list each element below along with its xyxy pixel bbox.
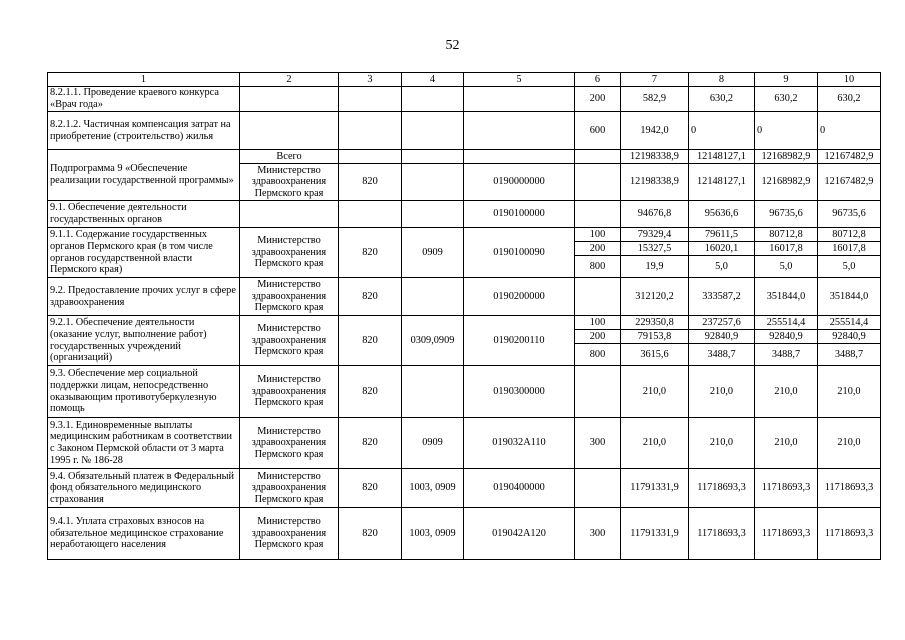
ministry-cell: Министерство здравоохранения Пермского края (240, 469, 339, 508)
table-row (48, 316, 881, 330)
cell-value: 333587,2 (689, 278, 755, 316)
cell-rzpr: 1003, 0909 (402, 469, 464, 508)
header-cell: 3 (339, 73, 402, 87)
row-name: 9.2. Предоставление прочих услуг в сфере здравоохранения (48, 278, 240, 316)
cell-value: 12167482,9 (818, 164, 881, 201)
cell-value: 80712,8 (818, 228, 881, 242)
cell-value: 630,2 (818, 87, 881, 112)
header-cell: 4 (402, 73, 464, 87)
header-cell: 10 (818, 73, 881, 87)
ministry-cell: Министерство здравоохранения Пермского края (240, 508, 339, 560)
cell-value: 0 (755, 112, 818, 150)
row-name: 9.1. Обеспечение деятельности государственных органов (48, 201, 240, 228)
cell-kvr: 200 (575, 87, 621, 112)
cell-value: 210,0 (755, 366, 818, 418)
cell-grbs: 820 (339, 228, 402, 278)
cell-value: 11718693,3 (689, 508, 755, 560)
cell-value: 11791331,9 (621, 508, 689, 560)
row-name: 9.4.1. Уплата страховых взносов на обязательное медицинское страхование неработающего населения (48, 508, 240, 560)
cell-value: 630,2 (755, 87, 818, 112)
total-label: Всего (240, 150, 339, 164)
cell-value: 3615,6 (621, 344, 689, 366)
cell-kvr: 600 (575, 112, 621, 150)
table-row (48, 87, 881, 112)
cell-value: 12168982,9 (755, 150, 818, 164)
cell-value: 92840,9 (818, 330, 881, 344)
cell-value: 12198338,9 (621, 164, 689, 201)
cell-csr: 0190100000 (464, 201, 575, 228)
row-name: 8.2.1.1. Проведение краевого конкурса «Врач года» (48, 87, 240, 112)
cell-kvr: 200 (575, 242, 621, 256)
table-row (48, 469, 881, 508)
cell-value: 79329,4 (621, 228, 689, 242)
cell-kvr: 200 (575, 330, 621, 344)
cell-value: 79153,8 (621, 330, 689, 344)
cell-value: 11718693,3 (818, 508, 881, 560)
cell-csr: 0190200000 (464, 278, 575, 316)
cell-value: 3488,7 (818, 344, 881, 366)
cell-value: 0 (689, 112, 755, 150)
cell-value: 16017,8 (818, 242, 881, 256)
ministry-cell: Министерство здравоохранения Пермского края (240, 164, 339, 201)
row-name: 9.4. Обязательный платеж в Федеральный фонд обязательного медицинского страхования (48, 469, 240, 508)
header-cell: 8 (689, 73, 755, 87)
cell-csr: 0190200110 (464, 316, 575, 366)
cell-value: 351844,0 (818, 278, 881, 316)
table-row (48, 278, 881, 316)
cell-csr: 019042А120 (464, 508, 575, 560)
cell-grbs: 820 (339, 278, 402, 316)
header-cell: 6 (575, 73, 621, 87)
cell-value: 210,0 (621, 418, 689, 469)
cell-value: 3488,7 (755, 344, 818, 366)
header-cell: 9 (755, 73, 818, 87)
table-row (48, 366, 881, 418)
ministry-cell: Министерство здравоохранения Пермского края (240, 228, 339, 278)
cell-value: 79611,5 (689, 228, 755, 242)
header-cell: 5 (464, 73, 575, 87)
cell-rzpr: 0909 (402, 228, 464, 278)
cell-value: 11718693,3 (755, 469, 818, 508)
cell-value: 229350,8 (621, 316, 689, 330)
cell-kvr: 100 (575, 316, 621, 330)
cell-csr: 019032А110 (464, 418, 575, 469)
cell-value: 255514,4 (818, 316, 881, 330)
cell-kvr: 100 (575, 228, 621, 242)
table-row (48, 418, 881, 469)
cell-value: 96735,6 (755, 201, 818, 228)
cell-grbs: 820 (339, 316, 402, 366)
cell-grbs: 820 (339, 418, 402, 469)
header-cell: 7 (621, 73, 689, 87)
ministry-cell: Министерство здравоохранения Пермского края (240, 366, 339, 418)
ministry-cell: Министерство здравоохранения Пермского края (240, 316, 339, 366)
cell-value: 12148127,1 (689, 150, 755, 164)
table-row (48, 150, 881, 164)
cell-value: 12168982,9 (755, 164, 818, 201)
cell-value: 15327,5 (621, 242, 689, 256)
cell-csr: 0190400000 (464, 469, 575, 508)
cell-kvr: 800 (575, 256, 621, 278)
cell-value: 3488,7 (689, 344, 755, 366)
cell-rzpr: 0309,0909 (402, 316, 464, 366)
cell-kvr: 800 (575, 344, 621, 366)
table-row (48, 112, 881, 150)
row-name: Подпрограмма 9 «Обеспечение реализации государственной программы» (48, 150, 240, 201)
cell-value: 210,0 (755, 418, 818, 469)
cell-value: 210,0 (818, 418, 881, 469)
cell-value: 237257,6 (689, 316, 755, 330)
table-row (48, 228, 881, 242)
cell-value: 351844,0 (755, 278, 818, 316)
cell-value: 95636,6 (689, 201, 755, 228)
cell-value: 11791331,9 (621, 469, 689, 508)
page-number: 52 (445, 38, 460, 53)
cell-csr: 0190000000 (464, 164, 575, 201)
cell-grbs: 820 (339, 508, 402, 560)
cell-value: 11718693,3 (755, 508, 818, 560)
cell-value: 11718693,3 (818, 469, 881, 508)
cell-kvr: 300 (575, 418, 621, 469)
cell-value: 210,0 (818, 366, 881, 418)
cell-value: 94676,8 (621, 201, 689, 228)
row-name: 9.1.1. Содержание государственных органов Пермского края (в том числе органов государственной власти Пермского края) (48, 228, 240, 278)
cell-value: 210,0 (621, 366, 689, 418)
cell-value: 1942,0 (621, 112, 689, 150)
header-cell: 1 (48, 73, 240, 87)
cell-value: 92840,9 (755, 330, 818, 344)
cell-rzpr: 0909 (402, 418, 464, 469)
cell-value: 255514,4 (755, 316, 818, 330)
cell-value: 210,0 (689, 418, 755, 469)
ministry-cell: Министерство здравоохранения Пермского края (240, 418, 339, 469)
cell-value: 0 (818, 112, 881, 150)
cell-value: 16020,1 (689, 242, 755, 256)
cell-value: 16017,8 (755, 242, 818, 256)
cell-value: 11718693,3 (689, 469, 755, 508)
cell-value: 12167482,9 (818, 150, 881, 164)
cell-grbs: 820 (339, 366, 402, 418)
cell-csr: 0190300000 (464, 366, 575, 418)
cell-value: 5,0 (689, 256, 755, 278)
cell-value: 80712,8 (755, 228, 818, 242)
cell-value: 630,2 (689, 87, 755, 112)
row-name: 9.2.1. Обеспечение деятельности (оказание услуг, выполнение работ) государственных учреждений (организаций) (48, 316, 240, 366)
cell-value: 5,0 (818, 256, 881, 278)
row-name: 8.2.1.2. Частичная компенсация затрат на приобретение (строительство) жилья (48, 112, 240, 150)
cell-rzpr: 1003, 0909 (402, 508, 464, 560)
cell-value: 19,9 (621, 256, 689, 278)
cell-value: 582,9 (621, 87, 689, 112)
cell-value: 210,0 (689, 366, 755, 418)
cell-csr: 0190100090 (464, 228, 575, 278)
cell-grbs: 820 (339, 469, 402, 508)
cell-value: 92840,9 (689, 330, 755, 344)
budget-table (47, 72, 881, 560)
cell-kvr: 300 (575, 508, 621, 560)
cell-value: 12198338,9 (621, 150, 689, 164)
cell-value: 312120,2 (621, 278, 689, 316)
ministry-cell: Министерство здравоохранения Пермского края (240, 278, 339, 316)
row-name: 9.3.1. Единовременные выплаты медицинским работникам в соответствии с Законом Пермской области от 3 марта 1995 г. № 186-28 (48, 418, 240, 469)
row-name: 9.3. Обеспечение мер социальной поддержки лицам, непосредственно оказывающим противотуберкулезную помощь (48, 366, 240, 418)
table-row (48, 201, 881, 228)
table-row (48, 508, 881, 560)
cell-value: 5,0 (755, 256, 818, 278)
cell-value: 96735,6 (818, 201, 881, 228)
cell-grbs: 820 (339, 164, 402, 201)
cell-value: 12148127,1 (689, 164, 755, 201)
header-cell: 2 (240, 73, 339, 87)
header-row (48, 73, 881, 87)
